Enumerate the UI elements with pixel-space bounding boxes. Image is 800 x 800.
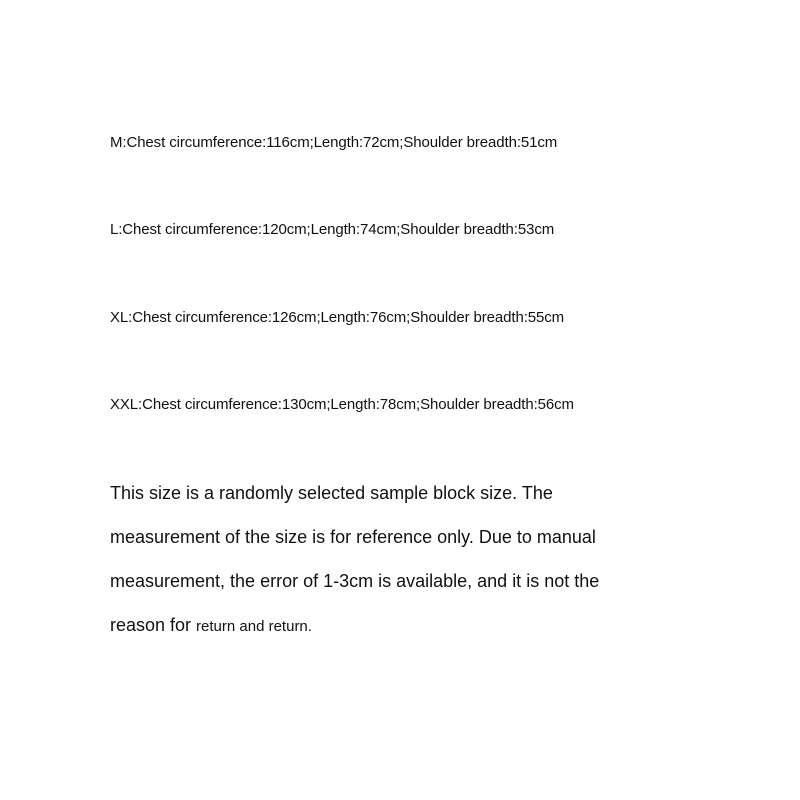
disclaimer-line: measurement, the error of 1-3cm is available, and it is not the [110, 571, 600, 591]
size-xl-line: XL:Chest circumference:126cm;Length:76cm;Shoulder breadth:55cm [110, 309, 565, 326]
measurement-disclaimer [110, 478, 710, 654]
disclaimer-last-line [110, 610, 710, 640]
disclaimer-line: This size is a randomly selected sample block size. The [110, 483, 553, 503]
size-xxl-line: XXL:Chest circumference:130cm;Length:78cm;Shoulder breadth:56cm [110, 396, 574, 413]
size-m-line: M:Chest circumference:116cm;Length:72cm;Shoulder breadth:51cm [110, 134, 558, 151]
size-l-line: L:Chest circumference:120cm;Length:74cm;Shoulder breadth:53cm [110, 221, 555, 238]
disclaimer-last-line-tail: return and return. [196, 618, 312, 635]
disclaimer-line: measurement of the size is for reference only. Due to manual [110, 527, 596, 547]
disclaimer-last-line-start: reason for [110, 615, 197, 635]
